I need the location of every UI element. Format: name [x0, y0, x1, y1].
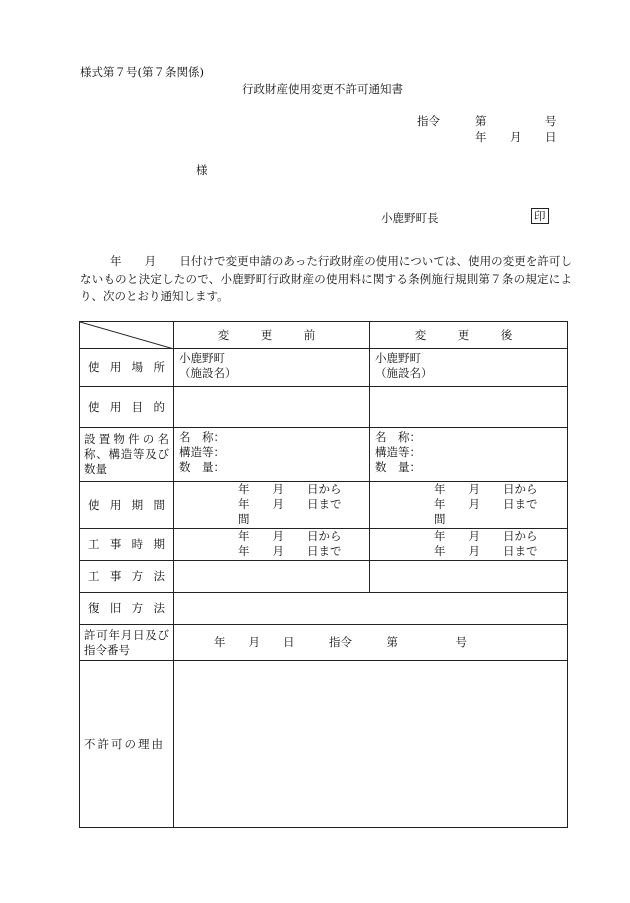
diagonal-line [80, 322, 174, 349]
notice-paragraph: 年 月 日付けで変更申請のあった行政財産の使用については、使用の変更を許可しないものと決定したので、小鹿野町行政財産の使用料に関する条例施行規則第７条の規定により、次のとおり通知します。 [80, 254, 572, 303]
location-before-cell[interactable] [174, 349, 370, 387]
label-reason: 不許可の理由 [80, 661, 174, 828]
purpose-after-cell[interactable] [370, 387, 568, 428]
reason-cell[interactable] [174, 661, 568, 828]
issuer-name: 小鹿野町長 [381, 211, 439, 225]
restoration-method-cell[interactable] [174, 593, 568, 625]
header-after: 変 更 後 [370, 322, 568, 349]
label-restoration-method: 復旧方法 [80, 593, 174, 625]
table-header-row [80, 322, 568, 349]
label-permit-info: 許可年月日及び指令番号 [80, 625, 174, 661]
location-before-facility: （施設名） [179, 366, 237, 380]
row-restoration-method [80, 593, 568, 625]
period-after-from: 年 月 日から [434, 482, 538, 496]
period-before-to: 年 月 日まで [238, 497, 342, 511]
notice-table [79, 321, 568, 828]
facility-before-structure: 構造等： [179, 445, 225, 459]
ref-prefix: 指令 [417, 114, 440, 128]
facility-after-quantity: 数 量： [375, 460, 421, 474]
location-before-town: 小鹿野町 [179, 351, 225, 365]
row-reason [80, 661, 568, 828]
period-after-to: 年 月 日まで [434, 497, 538, 511]
row-construction-period [80, 529, 568, 561]
row-purpose [80, 387, 568, 428]
row-construction-method [80, 561, 568, 593]
period-after-cell[interactable] [370, 482, 568, 529]
facility-after-cell[interactable] [370, 428, 568, 482]
header-before: 変 更 前 [174, 322, 370, 349]
row-permit-info [80, 625, 568, 661]
page-title: 行政財産使用変更不許可通知書 [242, 82, 403, 96]
facility-after-structure: 構造等： [375, 445, 421, 459]
period-before-extra: 間 [238, 512, 250, 526]
row-facility [80, 428, 568, 482]
label-location: 使用場所 [80, 349, 174, 387]
row-period [80, 482, 568, 529]
construction-before-from: 年 月 日から [238, 529, 342, 543]
label-construction-period: 工事時期 [80, 529, 174, 561]
facility-after-name: 名 称： [375, 430, 421, 444]
addressee-suffix: 様 [196, 163, 208, 177]
label-facility: 設置物件の名称、構造等及び数量 [80, 428, 174, 482]
date-year: 年 [475, 130, 487, 144]
location-after-facility: （施設名） [375, 366, 433, 380]
facility-before-name: 名 称： [179, 430, 225, 444]
construction-after-to: 年 月 日まで [434, 544, 538, 558]
form-number: 様式第７号(第７条関係) [80, 65, 204, 79]
label-purpose: 使用目的 [80, 387, 174, 428]
diagonal-header-cell [80, 322, 174, 349]
row-location [80, 349, 568, 387]
period-before-from: 年 月 日から [238, 482, 342, 496]
label-construction-method: 工事方法 [80, 561, 174, 593]
seal-mark: 印 [531, 208, 549, 224]
ref-go: 号 [545, 114, 557, 128]
purpose-before-cell[interactable] [174, 387, 370, 428]
construction-period-after-cell[interactable] [370, 529, 568, 561]
date-month: 月 [510, 130, 522, 144]
period-after-extra: 間 [434, 512, 446, 526]
location-after-cell[interactable] [370, 349, 568, 387]
facility-before-quantity: 数 量： [179, 460, 225, 474]
ref-dai: 第 [475, 114, 487, 128]
construction-method-before-cell[interactable] [174, 561, 370, 593]
period-before-cell[interactable] [174, 482, 370, 529]
permit-info-cell[interactable]: 年 月 日 指令 第 号 [174, 625, 568, 661]
construction-before-to: 年 月 日まで [238, 544, 342, 558]
construction-method-after-cell[interactable] [370, 561, 568, 593]
facility-before-cell[interactable] [174, 428, 370, 482]
location-after-town: 小鹿野町 [375, 351, 421, 365]
construction-after-from: 年 月 日から [434, 529, 538, 543]
construction-period-before-cell[interactable] [174, 529, 370, 561]
label-period: 使用期間 [80, 482, 174, 529]
date-day: 日 [545, 130, 557, 144]
